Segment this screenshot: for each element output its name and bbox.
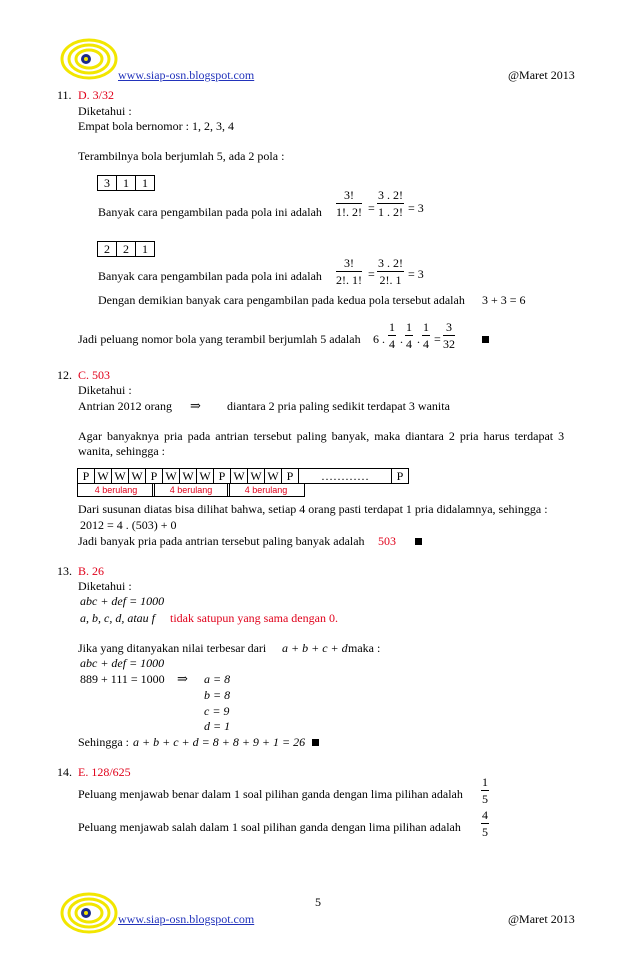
q13-eq2: abc + def = 1000 xyxy=(80,656,165,670)
q12-group-label: 4 berulang xyxy=(227,484,305,497)
equals: = xyxy=(434,332,441,346)
q11-final-frac3 xyxy=(422,321,430,350)
q11-pattern2-text: Banyak cara pengambilan pada pola ini adalah xyxy=(98,269,322,283)
q11-pattern2 xyxy=(98,241,155,257)
q12-final-text: Jadi banyak pria pada antrian tersebut paling banyak adalah xyxy=(78,534,365,548)
q14-line1: Peluang menjawab benar dalam 1 soal pilihan ganda dengan lima pilihan adalah xyxy=(78,787,463,801)
q11-diketahui: Diketahui : xyxy=(78,104,132,118)
frac-den: 5 xyxy=(482,792,488,806)
logo-icon xyxy=(60,38,118,80)
footer-date: @Maret 2013 xyxy=(508,912,575,926)
frac-den: 1!. 2! xyxy=(336,205,362,219)
seq-cell: W xyxy=(247,468,265,484)
seq-cell: W xyxy=(196,468,214,484)
dot: . xyxy=(400,332,403,346)
frac-num: 3 . 2! xyxy=(378,188,403,202)
frac-den: 32 xyxy=(443,337,455,351)
q11-line2: Terambilnya bola berjumlah 5, ada 2 pola : xyxy=(78,149,285,163)
frac-den: 1 . 2! xyxy=(378,205,403,219)
q11-conclusion: Dengan demikian banyak cara pengambilan pada kedua pola tersebut adalah xyxy=(98,293,465,307)
q13-val-b: b = 8 xyxy=(204,688,231,702)
q13-number: 13. xyxy=(57,564,72,578)
q12-group-label: 4 berulang xyxy=(152,484,230,497)
q11-final-lead: 6 . xyxy=(373,332,385,346)
q14-frac2 xyxy=(481,809,489,838)
pattern-cell: 2 xyxy=(97,241,117,257)
seq-cell-ellipsis: ………… xyxy=(298,468,392,484)
page-number: 5 xyxy=(315,895,321,909)
q13-cond-a: a, b, c, d, atau f xyxy=(80,611,155,625)
arrow-icon: ⇒ xyxy=(177,671,188,686)
q12-group-label: 4 berulang xyxy=(77,484,155,497)
q13-val-d: d = 1 xyxy=(204,719,231,733)
end-mark-icon xyxy=(312,739,319,746)
frac-num: 3 xyxy=(443,321,455,336)
seq-cell: W xyxy=(264,468,282,484)
q12-para2: wanita, sehingga : xyxy=(78,444,165,458)
q14-answer: E. 128/625 xyxy=(78,765,131,779)
frac-num: 4 xyxy=(482,808,488,822)
frac-den: 4 xyxy=(406,337,412,351)
q12-line1a: Antrian 2012 orang xyxy=(78,399,172,413)
q11-final-text: Jadi peluang nomor bola yang terambil berjumlah 5 adalah xyxy=(78,332,361,346)
q11-conclusion-expr: 3 + 3 = 6 xyxy=(482,293,526,307)
end-mark-icon xyxy=(415,538,422,545)
q11-line1: Empat bola bernomor : 1, 2, 3, 4 xyxy=(78,119,234,133)
frac-num: 3! xyxy=(336,257,362,272)
frac-den: 2!. 1! xyxy=(336,273,362,287)
frac-den: 4 xyxy=(423,337,429,351)
end-mark-icon xyxy=(482,336,489,343)
frac-num: 1 xyxy=(389,320,395,334)
q13-ask-expr: a + b + c + d xyxy=(282,641,348,655)
dot: . xyxy=(417,332,420,346)
q11-final-frac1 xyxy=(388,321,396,350)
q11-p1-frac2 xyxy=(377,189,404,218)
q13-diketahui: Diketahui : xyxy=(78,579,132,593)
seq-cell: W xyxy=(230,468,248,484)
equals: = xyxy=(368,267,375,281)
header-date: @Maret 2013 xyxy=(508,68,575,82)
equals: = xyxy=(368,201,375,215)
q12-number: 12. xyxy=(57,368,72,382)
q13-eq3: 889 + 111 = 1000 xyxy=(80,672,165,686)
q12-answer: C. 503 xyxy=(78,368,111,382)
q12-sequence xyxy=(78,468,409,484)
seq-cell: P xyxy=(145,468,163,484)
frac-den: 5 xyxy=(482,825,488,839)
q13-val-a: a = 8 xyxy=(204,672,231,686)
q12-equation: 2012 = 4 . (503) + 0 xyxy=(80,518,177,532)
logo-icon xyxy=(60,892,118,934)
seq-cell: W xyxy=(162,468,180,484)
q11-answer: D. 3/32 xyxy=(78,88,114,102)
q13-ask-b: maka : xyxy=(348,641,381,655)
frac-num: 3! xyxy=(336,189,362,204)
seq-cell: P xyxy=(213,468,231,484)
pattern-cell: 2 xyxy=(116,241,136,257)
q13-answer: B. 26 xyxy=(78,564,105,578)
q12-line3: Dari susunan diatas bisa dilihat bahwa, setiap 4 orang pasti terdapat 1 pria didalamnya, sehingga : xyxy=(78,502,548,516)
q13-ask-a: Jika yang ditanyakan nilai terbesar dari xyxy=(78,641,267,655)
q11-pattern1-text: Banyak cara pengambilan pada pola ini adalah xyxy=(98,205,322,219)
q11-p1-frac1 xyxy=(336,189,362,218)
seq-cell: W xyxy=(179,468,197,484)
frac-den: 2!. 1 xyxy=(379,273,402,287)
q11-p2-result: = 3 xyxy=(408,267,424,281)
frac-den: 4 xyxy=(389,337,395,351)
q11-p2-frac1 xyxy=(336,257,362,286)
q12-line1b: diantara 2 pria paling sedikit terdapat 3 wanita xyxy=(227,399,450,413)
q14-frac1 xyxy=(481,776,489,805)
q11-number: 11. xyxy=(57,88,72,102)
pattern-cell: 1 xyxy=(135,175,155,191)
q13-result-label: Sehingga : xyxy=(78,735,129,749)
seq-cell: P xyxy=(391,468,409,484)
pattern-cell: 3 xyxy=(97,175,117,191)
frac-num: 1 xyxy=(482,775,488,789)
pattern-cell: 1 xyxy=(116,175,136,191)
seq-cell: P xyxy=(281,468,299,484)
q11-p2-frac2 xyxy=(377,257,404,286)
q13-result-expr: a + b + c + d = 8 + 8 + 9 + 1 = 26 xyxy=(133,735,306,749)
q13-val-c: c = 9 xyxy=(204,704,230,718)
q12-final-value: 503 xyxy=(378,534,396,548)
header-link[interactable]: www.siap-osn.blogspot.com xyxy=(118,68,255,82)
seq-cell: W xyxy=(128,468,146,484)
seq-cell: W xyxy=(111,468,129,484)
q11-final-frac4 xyxy=(443,321,455,350)
q13-cond-b: tidak satupun yang sama dengan 0. xyxy=(170,611,338,625)
q12-diketahui: Diketahui : xyxy=(78,383,132,397)
q11-final-frac2 xyxy=(405,321,413,350)
q14-line2: Peluang menjawab salah dalam 1 soal pilihan ganda dengan lima pilihan adalah xyxy=(78,820,461,834)
seq-cell: P xyxy=(77,468,95,484)
seq-cell: W xyxy=(94,468,112,484)
frac-num: 3 . 2! xyxy=(378,256,403,270)
frac-num: 1 xyxy=(406,320,412,334)
footer-link[interactable]: www.siap-osn.blogspot.com xyxy=(118,912,255,926)
q11-p1-result: = 3 xyxy=(408,201,424,215)
q12-para1: Agar banyaknya pria pada antrian tersebut paling banyak, maka diantara 2 pria harus terdapat 3 xyxy=(78,429,565,443)
arrow-icon: ⇒ xyxy=(190,398,201,413)
q11-pattern1 xyxy=(98,175,155,191)
q13-eq1: abc + def = 1000 xyxy=(80,594,165,608)
pattern-cell: 1 xyxy=(135,241,155,257)
frac-num: 1 xyxy=(423,320,429,334)
q14-number: 14. xyxy=(57,765,72,779)
